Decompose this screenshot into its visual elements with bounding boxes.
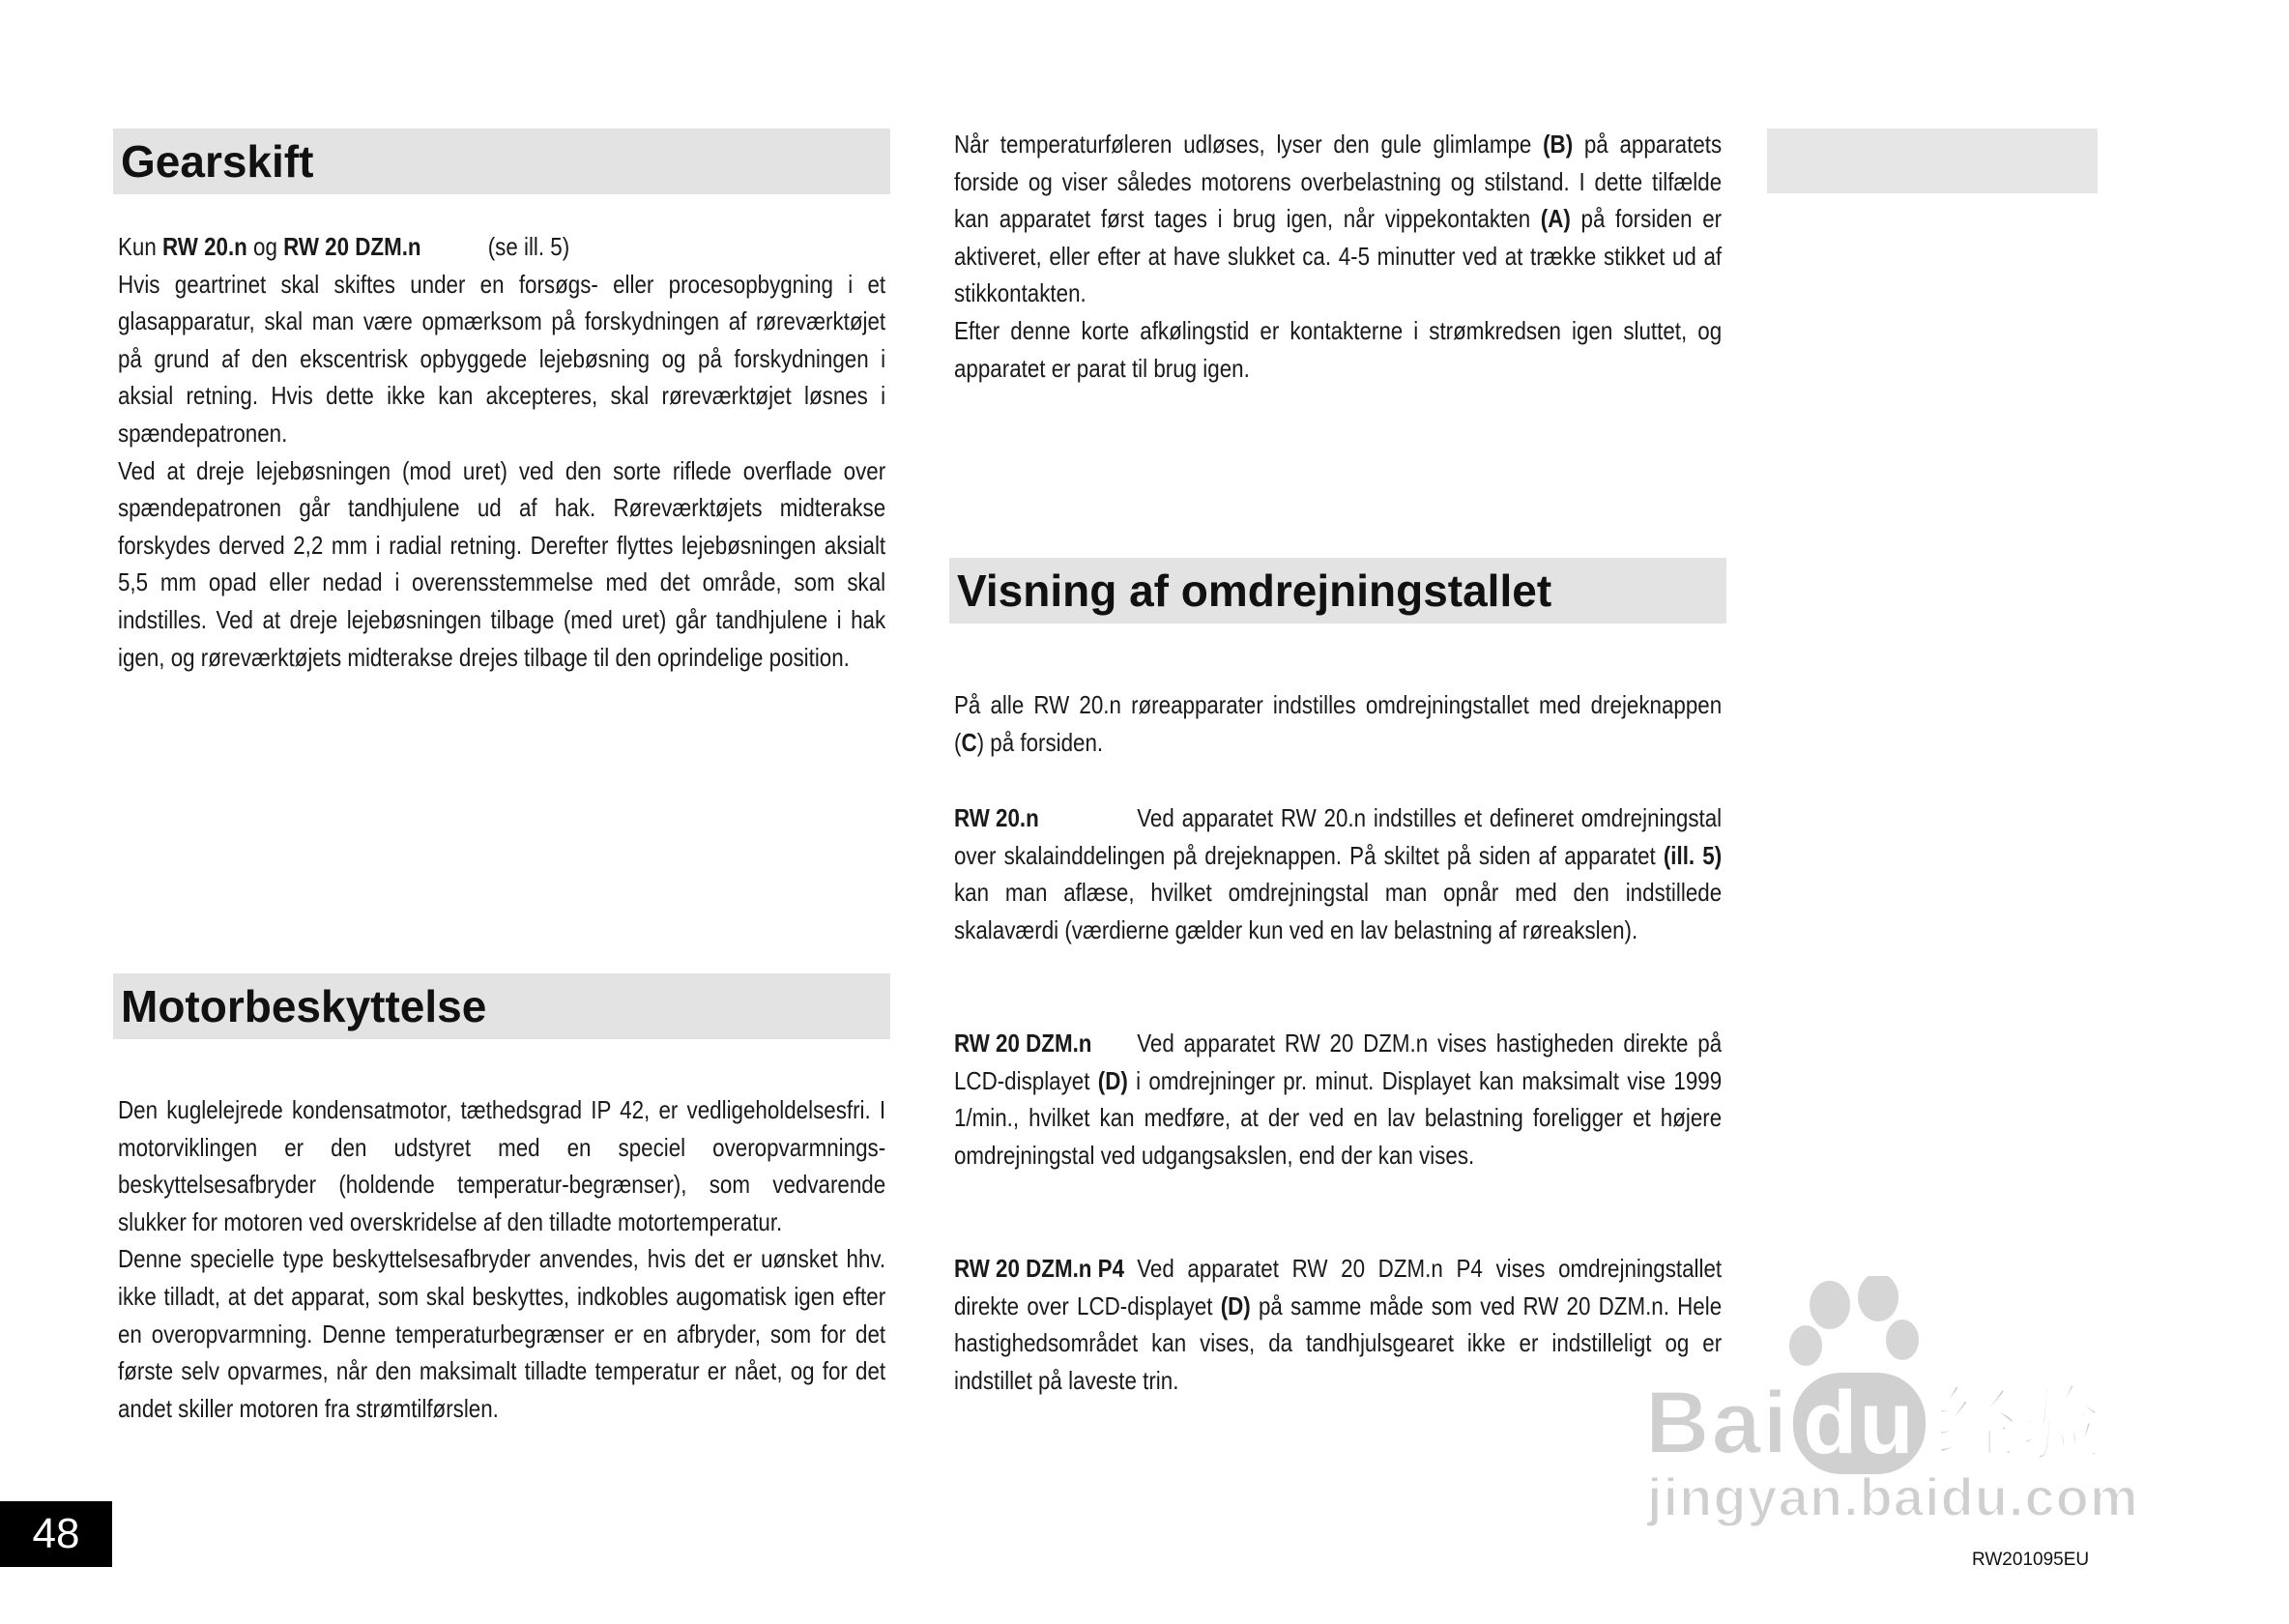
visning-section (949, 558, 1726, 624)
visning-heading: Visning af omdrejningstallet (949, 558, 1726, 624)
baidu-watermark (1632, 1276, 2154, 1547)
gearskift-text (118, 228, 885, 676)
motor-text (118, 1091, 885, 1427)
document-code: RW201095EU (1972, 1550, 2090, 1570)
rw20-block (954, 799, 1722, 948)
blank-heading-bar (1767, 129, 2098, 193)
p4-label: RW 20 DZM.n P4 (954, 1254, 1125, 1283)
page-number: 48 (0, 1501, 112, 1567)
watermark-brand-row: Bai du 经验 (1645, 1374, 2105, 1472)
right-top-body (954, 126, 1722, 387)
dzm-text: RW 20 DZM.n Ved apparatet RW 20 DZM.n vises hastigheden direkte på LCD-displayet (D) i omdrejninger pr. minut. Displayet kan maksimalt vise 1999 1/min., hvilket kan medføre, at der ved en lav belastning foreligger et højere omdrejningstal ved udgangsakslen, end der kan vises. (954, 1025, 1722, 1174)
visning-paragraph-1: På alle RW 20.n røreapparater indstilles omdrejningstallet med drejeknappen (C) på forsiden. (954, 690, 1723, 757)
motor-section (113, 973, 890, 1039)
motor-heading: Motorbeskyttelse (113, 973, 890, 1039)
p4-text: RW 20 DZM.n P4 Ved apparatet RW 20 DZM.n P4 vises omdrejningstallet direkte over LCD-displayet (D) på samme måde som ved RW 20 DZM.n. Hele hastighedsområdet kan vises, da tandhjulsgearet ikke er indstilleligt og er indstillet på laveste trin. (954, 1250, 1722, 1399)
model-rw20dzmn: RW 20 DZM.n (283, 232, 421, 261)
left-column (113, 129, 890, 194)
gearskift-paragraph-2: Ved at dreje lejebøsningen (mod uret) ved den sorte riflede overflade over spændepatronen går tandhjulene ud af hak. Røreværktøjets midterakse forskydes derved 2,2 mm i radial retning. Derefter flyttes lejebøsningen aksialt 5,5 mm opad eller nedad i overensstemmelse med det område, som skal indstilles. Ved at dreje lejebøsningen tilbage (med uret) går tandhjulene i hak igen, og røreværktøjets midterakse drejes tilbage til den oprindelige position. (118, 455, 886, 672)
temperature-paragraph-2: Efter denne korte afkølingstid er kontakterne i strømkredsen igen sluttet, og apparatet er parat til brug igen. (954, 315, 1723, 383)
dzm-block (954, 1025, 1722, 1174)
motor-body (118, 1091, 885, 1427)
gearskift-body (118, 228, 885, 676)
motor-paragraph-2: Denne specielle type beskyttelsesafbryder anvendes, hvis det er uønsket hhv. ikke tilladt, at det apparat, som skal beskyttes, indkobles augomatisk igen efter en overopvarmning. Denne temperaturbegrænser er en afbryder, som for det første selv opvarmes, når den maksimalt tilladte temperatur er nået, og for det andet skiller motoren fra strømtilførslen. (118, 1244, 886, 1423)
ill-reference: (se ill. 5) (487, 232, 570, 261)
visning-body (954, 686, 1722, 761)
visning-text (954, 686, 1722, 761)
gearskift-heading: Gearskift (113, 129, 890, 194)
rw20-label: RW 20.n (954, 803, 1039, 832)
gearskift-paragraph-1: Hvis geartrinet skal skiftes under en forsøgs- eller procesopbygning i et glasapparatur, skal man være opmærksom på forskydningen af røreværktøjet på grund af den ekscentrisk opbyggede lejebøsning og på forskydningen i aksial retning. Hvis dette ikke kan akcepteres, skal røreværktøjet løsnes i spændepatronen. (118, 269, 886, 448)
dzm-label: RW 20 DZM.n (954, 1029, 1092, 1058)
rw20-text: RW 20.n Ved apparatet RW 20.n indstilles et defineret omdrejningstal over skalainddelingen på drejeknappen. På skiltet på siden af apparatet (ill. 5) kan man aflæse, hvilket omdrejningstal man opnår med den indstillede skalaværdi (værdierne gælder kun ved en lav belastning af røreakslen). (954, 799, 1722, 948)
watermark-url: jingyan.baidu.com (1647, 1466, 2139, 1527)
temperature-paragraph-1: Når temperaturføleren udløses, lyser den gule glimlampe (B) på apparatets forside og viser således motorens overbelastning og stilstand. I dette tilfælde kan apparatet først tages i brug igen, når vippekontakten (A) på forsiden er aktiveret, eller efter at have slukket ca. 4-5 minutter ved at trække stikket ud af stikkontakten. (954, 130, 1723, 308)
temperature-text (954, 126, 1722, 387)
p4-block (954, 1250, 1722, 1399)
motor-paragraph-1: Den kuglelejrede kondensatmotor, tæthedsgrad IP 42, er vedligeholdelsesfri. I motorviklingen er den udstyret med en speciel overopvarmnings-beskyttelsesafbryder (holdende temperatur-begrænser), som vedvarende slukker for motoren ved overskridelse af den tilladte motortemperatur. (118, 1095, 886, 1236)
gearskift-intro: Kun RW 20.n og RW 20 DZM.n (se ill. 5) (118, 228, 885, 266)
model-rw20n: RW 20.n (162, 232, 247, 261)
